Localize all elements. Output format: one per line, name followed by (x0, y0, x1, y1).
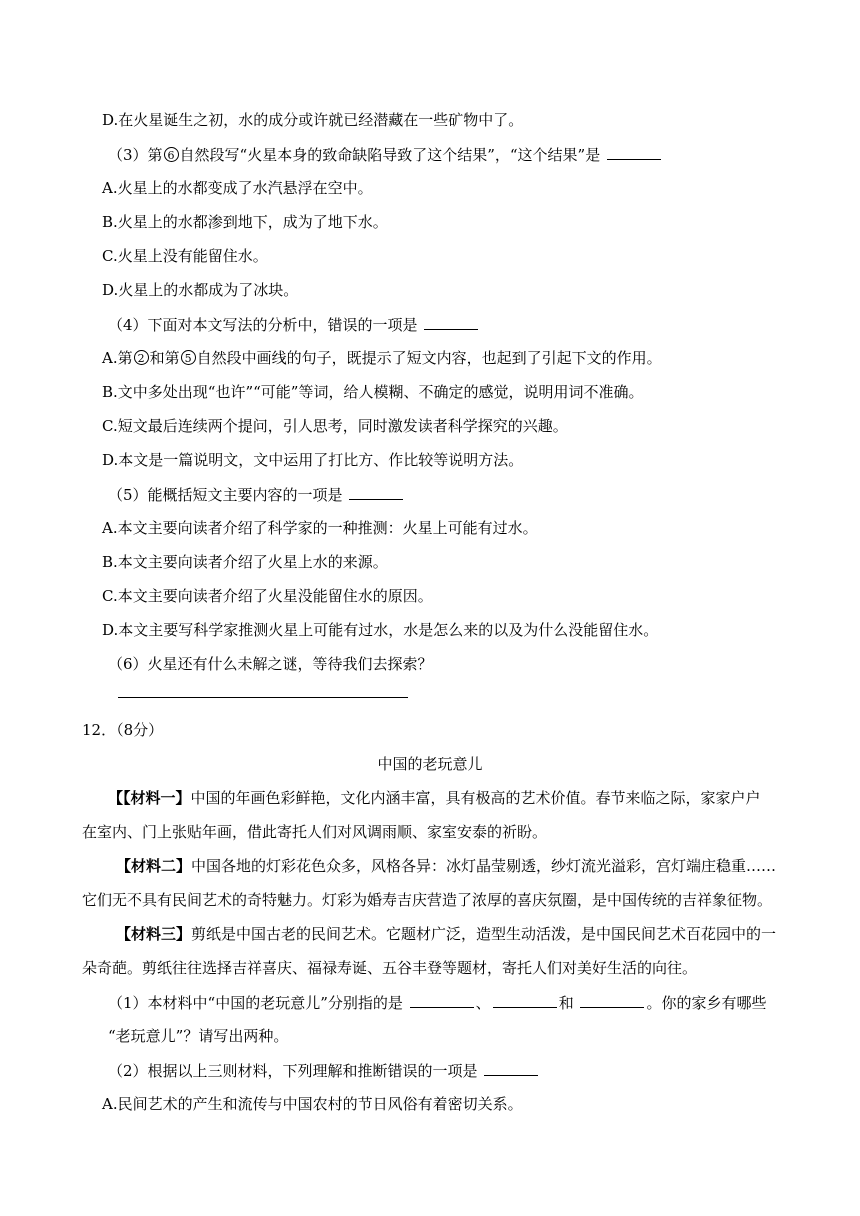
answer-blank-s1-2[interactable] (493, 992, 557, 1008)
conjunction: 和 (558, 994, 574, 1012)
material-1-text: 中国的年画色彩鲜艳，文化内涵丰富，具有极高的艺术价值。春节来临之际，家家户户 (190, 789, 761, 807)
material-3-continued: 朵奇葩。剪纸往往选择吉祥喜庆、福禄寿诞、五谷丰登等题材，寄托人们对美好生活的向往。 (82, 959, 698, 977)
option-d-q5: D.本文主要写科学家推测火星上可能有过水，水是怎么来的以及为什么没能留住水。 (102, 621, 659, 639)
option-b-q5: B.本文主要向读者介绍了火星上水的来源。 (102, 553, 388, 571)
question-4 (108, 314, 480, 335)
material-2-label: 【材料二】 (116, 857, 192, 875)
material-3 (116, 924, 776, 944)
material-3-label: 【材料三】 (116, 925, 192, 943)
sub-question-2 (108, 1060, 540, 1081)
question-3-text: 自然段写“火星本身的致命缺陷导致了这个结果”，“这个结果”是 (179, 146, 601, 164)
material-2-continued: 它们无不具有民间艺术的奇特魅力。灯彩为婚寿吉庆营造了浓厚的喜庆氛圈，是中国传统的吉祥象征物。 (82, 891, 773, 909)
circled-number-2: 2 (134, 350, 149, 365)
question-5 (108, 484, 405, 505)
question-3-prefix: （3）第 (108, 146, 163, 164)
sub-question-1-continued: “老玩意儿”？请写出两种。 (108, 1027, 289, 1045)
option-a-q4-prefix: A.第 (102, 349, 133, 367)
question-12-header: 12．（8分） (82, 721, 164, 739)
option-d-q4: D.本文是一篇说明文，文中运用了打比方、作比较等说明方法。 (102, 451, 524, 469)
material-3-text: 剪纸是中国古老的民间艺术。它题材广泛，造型生动活泼，是中国民间艺术百花园中的一 (191, 925, 777, 943)
sub-question-2-text: （2）根据以上三则材料，下列理解和推断错误的一项是 (108, 1062, 478, 1080)
option-c-q5: C.本文主要向读者介绍了火星没能留住水的原因。 (102, 587, 433, 605)
question-4-text: （4）下面对本文写法的分析中，错误的一项是 (108, 316, 418, 334)
question-5-text: （5）能概括短文主要内容的一项是 (108, 486, 343, 504)
separator: 、 (475, 994, 491, 1012)
passage-title: 中国的老玩意儿 (377, 755, 483, 773)
answer-blank-s1-1[interactable] (410, 992, 474, 1008)
sub-question-1 (108, 992, 767, 1013)
answer-blank-q5[interactable] (349, 484, 403, 500)
sub-question-1-text: （1）本材料中“中国的老玩意儿”分别指的是 (108, 994, 403, 1012)
option-d-q3: D.火星上的水都成为了冰块。 (102, 281, 299, 299)
material-1-continued: 在室内、门上张贴年画，借此寄托人们对风调雨顺、家室安泰的祈盼。 (82, 823, 548, 841)
answer-blank-s2[interactable] (484, 1060, 538, 1076)
answer-blank-q3[interactable] (607, 144, 661, 160)
sub-question-1-tail: 。你的家乡有哪些 (646, 994, 767, 1012)
option-b-q4: B.文中多处出现“也许”“可能”等词，给人模糊、不确定的感觉，说明用词不准确。 (102, 383, 644, 401)
material-2 (116, 856, 776, 876)
circled-number-5: 5 (181, 350, 196, 365)
answer-line-q6[interactable] (118, 682, 408, 703)
option-b-q3: B.火星上的水都渗到地下，成为了地下水。 (102, 213, 388, 231)
option-a-q4-text: 自然段中画线的句子，既提示了短文内容，也起到了引起下文的作用。 (196, 349, 662, 367)
option-d-q2: D.在火星诞生之初，水的成分或许就已经潜藏在一些矿物中了。 (102, 111, 524, 129)
option-c-q4: C.短文最后连续两个提问，引人思考，同时激发读者科学探究的兴趣。 (102, 417, 568, 435)
question-6: （6）火星还有什么未解之谜，等待我们去探索？ (108, 655, 433, 673)
option-c-q3: C.火星上没有能留住水。 (102, 247, 268, 265)
answer-blank-s1-3[interactable] (580, 992, 644, 1008)
option-a-q5: A.本文主要向读者介绍了科学家的一种推测：火星上可能有过水。 (102, 519, 538, 537)
circled-number-6: 6 (164, 147, 179, 162)
material-2-text: 中国各地的灯彩花色众多，风格各异：冰灯晶莹剔透，纱灯流光溢彩，宫灯端庄稳重…… (191, 857, 777, 875)
question-3 (108, 144, 663, 165)
option-a-s2: A.民间艺术的产生和流传与中国农村的节日风俗有着密切关系。 (102, 1095, 523, 1113)
option-a-q3: A.火星上的水都变成了水汽悬浮在空中。 (102, 179, 373, 197)
option-a-q4-mid: 和第 (149, 349, 180, 367)
material-1 (108, 788, 761, 808)
material-1-label: 【【材料一】 (108, 789, 191, 807)
answer-blank-q4[interactable] (424, 314, 478, 330)
option-a-q4 (102, 348, 662, 368)
